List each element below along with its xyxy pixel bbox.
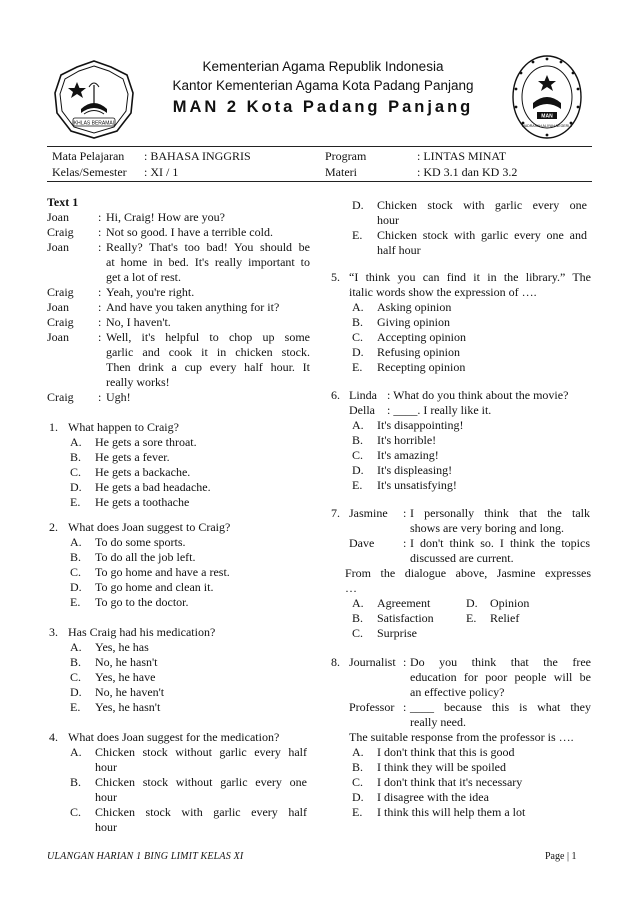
question-stem: Has Craig had his medication? [68,625,216,639]
dialogue-line: ____ because this is what they [410,700,591,714]
dialogue-line: I don't think so. I think the topics [410,536,590,550]
svg-text:MAN: MAN [541,113,553,120]
program-value: : LINTAS MINAT [417,149,507,163]
option-letter: D. [70,580,82,594]
option-text: It's displeasing! [377,463,453,477]
option-text: To go to the doctor. [95,595,189,609]
option-text: Yes, he hasn't [95,700,161,714]
option-letter: E. [352,360,363,374]
dialogue-line: Ugh! [106,390,131,404]
question-stem: … [345,581,357,595]
option-letter: E. [466,611,477,625]
option-letter: D. [70,685,82,699]
program-label: Program [325,149,367,163]
question-stem: What happen to Craig? [68,420,179,434]
option-text: hour [377,213,399,227]
office-title: Kantor Kementerian Agama Kota Padang Panjang [172,78,474,93]
question-number: 1. [49,420,58,434]
option-text: Yes, he have [95,670,156,684]
option-letter: C. [352,775,364,789]
option-text: Giving opinion [377,315,451,329]
dialogue-speaker: Professor [349,700,395,714]
school-logo [511,53,583,141]
dialogue-speaker: Joan [47,240,69,254]
right-logo-caption: MADRASAH ALIYAH NEGERI 2 [521,124,573,128]
option-text: Yes, he has [95,640,149,654]
class-label: Kelas/Semester [52,165,127,179]
dialogue-speaker: Joan [47,300,69,314]
ministry-logo [51,57,137,141]
dialogue-colon: : [403,506,407,520]
option-letter: C. [70,805,82,819]
option-text: He gets a toothache [95,495,190,509]
option-letter: E. [70,495,81,509]
question-stem: The suitable response from the professor is …. [349,730,574,744]
question-number: 6. [331,388,340,402]
dialogue-speaker: Craig [47,390,74,404]
option-text: Agreement [377,596,431,610]
option-text: To go home and have a rest. [95,565,230,579]
option-text: No, he hasn't [95,655,158,669]
dialogue-colon: : [98,285,102,299]
option-text: To do all the job left. [95,550,196,564]
dialogue-colon: : [98,390,102,404]
option-text: He gets a sore throat. [95,435,197,449]
left-logo-caption: IKHLAS BERAMAL [72,120,116,127]
option-text: hour [95,820,117,834]
option-text: No, he haven't [95,685,165,699]
option-letter: B. [352,611,364,625]
footer-page-number: Page | 1 [545,851,577,862]
question-number: 3. [49,625,58,639]
text-title: Text 1 [47,195,79,209]
dialogue-colon: : [98,330,102,344]
dialogue-line: Not so good. I have a terrible cold. [106,225,273,239]
option-letter: B. [352,315,364,329]
option-text: I think they will be spoiled [377,760,506,774]
dialogue-line: Do you think that the free [410,655,591,669]
question-number: 5. [331,270,340,284]
option-text: hour [95,760,117,774]
option-text: I disagree with the idea [377,790,489,804]
dialogue-speaker: Journalist [349,655,396,669]
subject-label: Mata Pelajaran [52,149,125,163]
dialogue-colon: : [98,315,102,329]
option-text: I don't think that it's necessary [377,775,523,789]
dialogue-line: Really? That's too bad! You should be [106,240,310,254]
option-letter: B. [70,655,82,669]
option-text: half hour [377,243,421,257]
dialogue-speaker: Craig [47,315,74,329]
option-text: To go home and clean it. [95,580,214,594]
dialogue-line: : ____. I really like it. [387,403,492,417]
option-letter: E. [352,478,363,492]
option-text: Surprise [377,626,417,640]
option-text: Accepting opinion [377,330,466,344]
question-number: 7. [331,506,340,520]
option-text: Chicken stock with garlic every one and [377,228,587,242]
option-letter: A. [70,435,82,449]
dialogue-line: at home in bed. It's really important to [106,255,310,269]
dialogue-colon: : [98,240,102,254]
dialogue-line: Yeah, you're right. [106,285,195,299]
question-stem: “I think you can find it in the library.” The [349,270,591,284]
option-letter: A. [352,596,364,610]
dialogue-speaker: Della [349,403,375,417]
dialogue-line: education for poor people will be [410,670,591,684]
option-letter: A. [352,745,364,759]
option-text: I don't think that this is good [377,745,515,759]
dialogue-line: really need. [410,715,466,729]
option-letter: D. [352,463,364,477]
dialogue-line: garlic and cook it in chicken stock. [106,345,310,359]
dialogue-speaker: Linda [349,388,377,402]
option-text: Relief [490,611,520,625]
dialogue-line: I personally think that the talk [410,506,590,520]
option-letter: D. [352,790,364,804]
option-text: It's unsatisfying! [377,478,457,492]
option-letter: A. [352,418,364,432]
option-text: Recepting opinion [377,360,466,374]
option-text: Chicken stock without garlic every one [95,775,307,789]
option-letter: A. [70,745,82,759]
dialogue-speaker: Jasmine [349,506,388,520]
dialogue-line: get a lot of rest. [106,270,181,284]
dialogue-colon: : [403,700,407,714]
option-text: Chicken stock with garlic every one [377,198,587,212]
footer-exam-title: ULANGAN HARIAN 1 BING LIMIT KELAS XI [47,851,244,862]
option-letter: C. [352,448,364,462]
option-text: Asking opinion [377,300,452,314]
option-letter: C. [70,465,82,479]
info-top-rule [47,146,592,147]
dialogue-line: discussed are current. [410,551,514,565]
option-letter: A. [70,535,82,549]
dialogue-colon: : [98,300,102,314]
dialogue-speaker: Joan [47,210,69,224]
material-value: : KD 3.1 dan KD 3.2 [417,165,518,179]
dialogue-colon: : [403,536,407,550]
dialogue-speaker: Joan [47,330,69,344]
dialogue-line: shows are very boring and long. [410,521,564,535]
option-letter: C. [70,670,82,684]
option-letter: E. [70,595,81,609]
dialogue-line: Hi, Craig! How are you? [106,210,225,224]
option-letter: B. [70,550,82,564]
dialogue-line: Then drink a cup every half hour. It [106,360,310,374]
option-text: Chicken stock with garlic every half [95,805,307,819]
question-stem: What does Joan suggest for the medication? [68,730,280,744]
dialogue-speaker: Dave [349,536,375,550]
question-stem: What does Joan suggest to Craig? [68,520,231,534]
option-text: Satisfaction [377,611,434,625]
school-title: MAN 2 Kota Padang Panjang [172,98,474,116]
option-letter: E. [352,805,363,819]
option-text: Chicken stock without garlic every half [95,745,307,759]
option-letter: D. [70,480,82,494]
dialogue-line: And have you taken anything for it? [106,300,280,314]
option-text: It's horrible! [377,433,437,447]
question-number: 8. [331,655,340,669]
subject-value: : BAHASA INGGRIS [144,149,251,163]
ministry-title: Kementerian Agama Republik Indonesia [202,59,444,74]
option-text: He gets a bad headache. [95,480,211,494]
option-letter: B. [70,775,82,789]
option-text: Refusing opinion [377,345,460,359]
dialogue-colon: : [98,225,102,239]
class-value: : XI / 1 [144,165,179,179]
option-text: He gets a backache. [95,465,191,479]
option-letter: B. [352,433,364,447]
option-letter: D. [466,596,478,610]
option-letter: C. [352,330,364,344]
option-letter: D. [352,345,364,359]
info-bottom-rule [47,181,592,182]
option-text: hour [95,790,117,804]
option-text: Opinion [490,596,530,610]
option-letter: B. [70,450,82,464]
dialogue-line: No, I haven't. [106,315,171,329]
dialogue-speaker: Craig [47,225,74,239]
question-stem: From the dialogue above, Jasmine expresses [345,566,591,580]
dialogue-line: really works! [106,375,170,389]
option-text: He gets a fever. [95,450,170,464]
option-text: I think this will help them a lot [377,805,526,819]
question-stem: italic words show the expression of …. [349,285,537,299]
option-letter: D. [352,198,364,212]
option-text: It's disappointing! [377,418,464,432]
material-label: Materi [325,165,357,179]
dialogue-colon: : [403,655,407,669]
question-number: 4. [49,730,58,744]
option-letter: E. [70,700,81,714]
option-text: It's amazing! [377,448,439,462]
dialogue-line: an effective policy? [410,685,505,699]
option-text: To do some sports. [95,535,186,549]
option-letter: E. [352,228,363,242]
dialogue-line: : What do you think about the movie? [387,388,569,402]
option-letter: A. [70,640,82,654]
dialogue-line: Well, it's helpful to chop up some [106,330,310,344]
dialogue-speaker: Craig [47,285,74,299]
dialogue-colon: : [98,210,102,224]
option-letter: B. [352,760,364,774]
option-letter: C. [70,565,82,579]
question-number: 2. [49,520,58,534]
option-letter: A. [352,300,364,314]
option-letter: C. [352,626,364,640]
